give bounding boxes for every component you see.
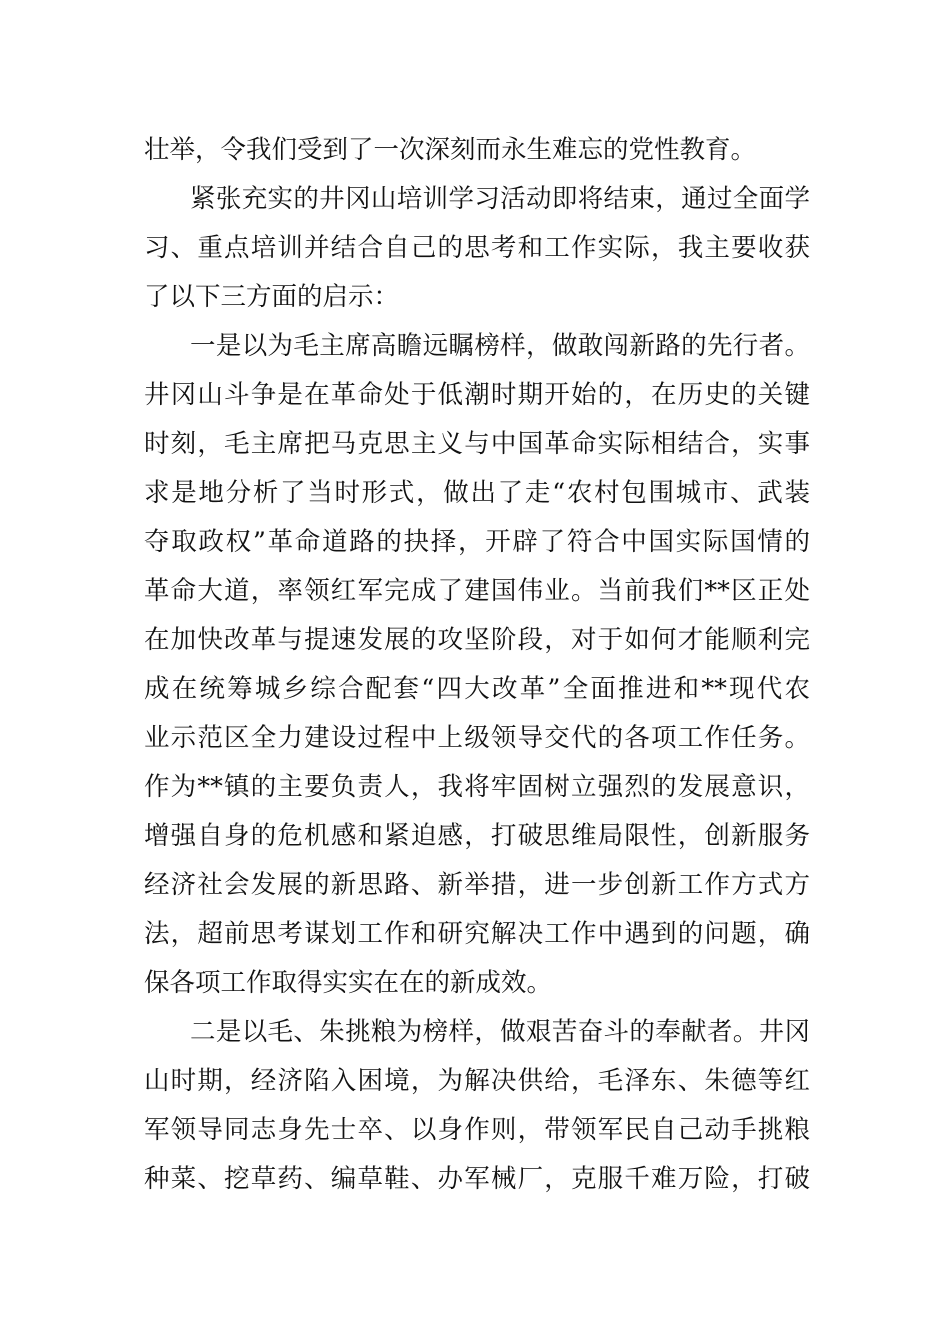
text-line: 成在统筹城乡综合配套“四大改革”全面推进和**现代农 xyxy=(144,674,810,704)
paragraph-start-line: 一是以为毛主席高瞻远瞩榜样，做敢闯新路的先行者。 xyxy=(190,331,810,361)
text-line: 保各项工作取得实实在在的新成效。 xyxy=(144,968,553,998)
text-line: 法，超前思考谋划工作和研究解决工作中遇到的问题，确 xyxy=(144,919,810,949)
text-line: 夺取政权”革命道路的抉择，开辟了符合中国实际国情的 xyxy=(144,527,810,557)
text-line: 经济社会发展的新思路、新举措，进一步创新工作方式方 xyxy=(144,870,810,900)
text-line: 军领导同志身先士卒、以身作则，带领军民自己动手挑粮 xyxy=(144,1115,810,1145)
text-line: 作为**镇的主要负责人，我将牢固树立强烈的发展意识， xyxy=(144,772,810,802)
text-line: 山时期，经济陷入困境，为解决供给，毛泽东、朱德等红 xyxy=(144,1066,810,1096)
text-line: 业示范区全力建设过程中上级领导交代的各项工作任务。 xyxy=(144,723,810,753)
body-text xyxy=(144,126,810,1204)
text-line: 增强自身的危机感和紧迫感，打破思维局限性，创新服务 xyxy=(144,821,810,851)
paragraph-start-line: 紧张充实的井冈山培训学习活动即将结束，通过全面学 xyxy=(190,184,810,214)
text-line: 种菜、挖草药、编草鞋、办军械厂，克服千难万险，打破 xyxy=(144,1164,810,1194)
paragraph-start-line: 二是以毛、朱挑粮为榜样，做艰苦奋斗的奉献者。井冈 xyxy=(190,1017,810,1047)
text-line: 革命大道，率领红军完成了建国伟业。当前我们**区正处 xyxy=(144,576,810,606)
text-line: 习、重点培训并结合自己的思考和工作实际，我主要收获 xyxy=(144,233,810,263)
text-line: 在加快改革与提速发展的攻坚阶段，对于如何才能顺利完 xyxy=(144,625,810,655)
text-line: 求是地分析了当时形式，做出了走“农村包围城市、武装 xyxy=(144,478,810,508)
text-line: 井冈山斗争是在革命处于低潮时期开始的，在历史的关键 xyxy=(144,380,810,410)
text-line: 时刻，毛主席把马克思主义与中国革命实际相结合，实事 xyxy=(144,429,810,459)
text-line: 壮举，令我们受到了一次深刻而永生难忘的党性教育。 xyxy=(144,135,757,165)
text-line: 了以下三方面的启示： xyxy=(144,282,400,312)
